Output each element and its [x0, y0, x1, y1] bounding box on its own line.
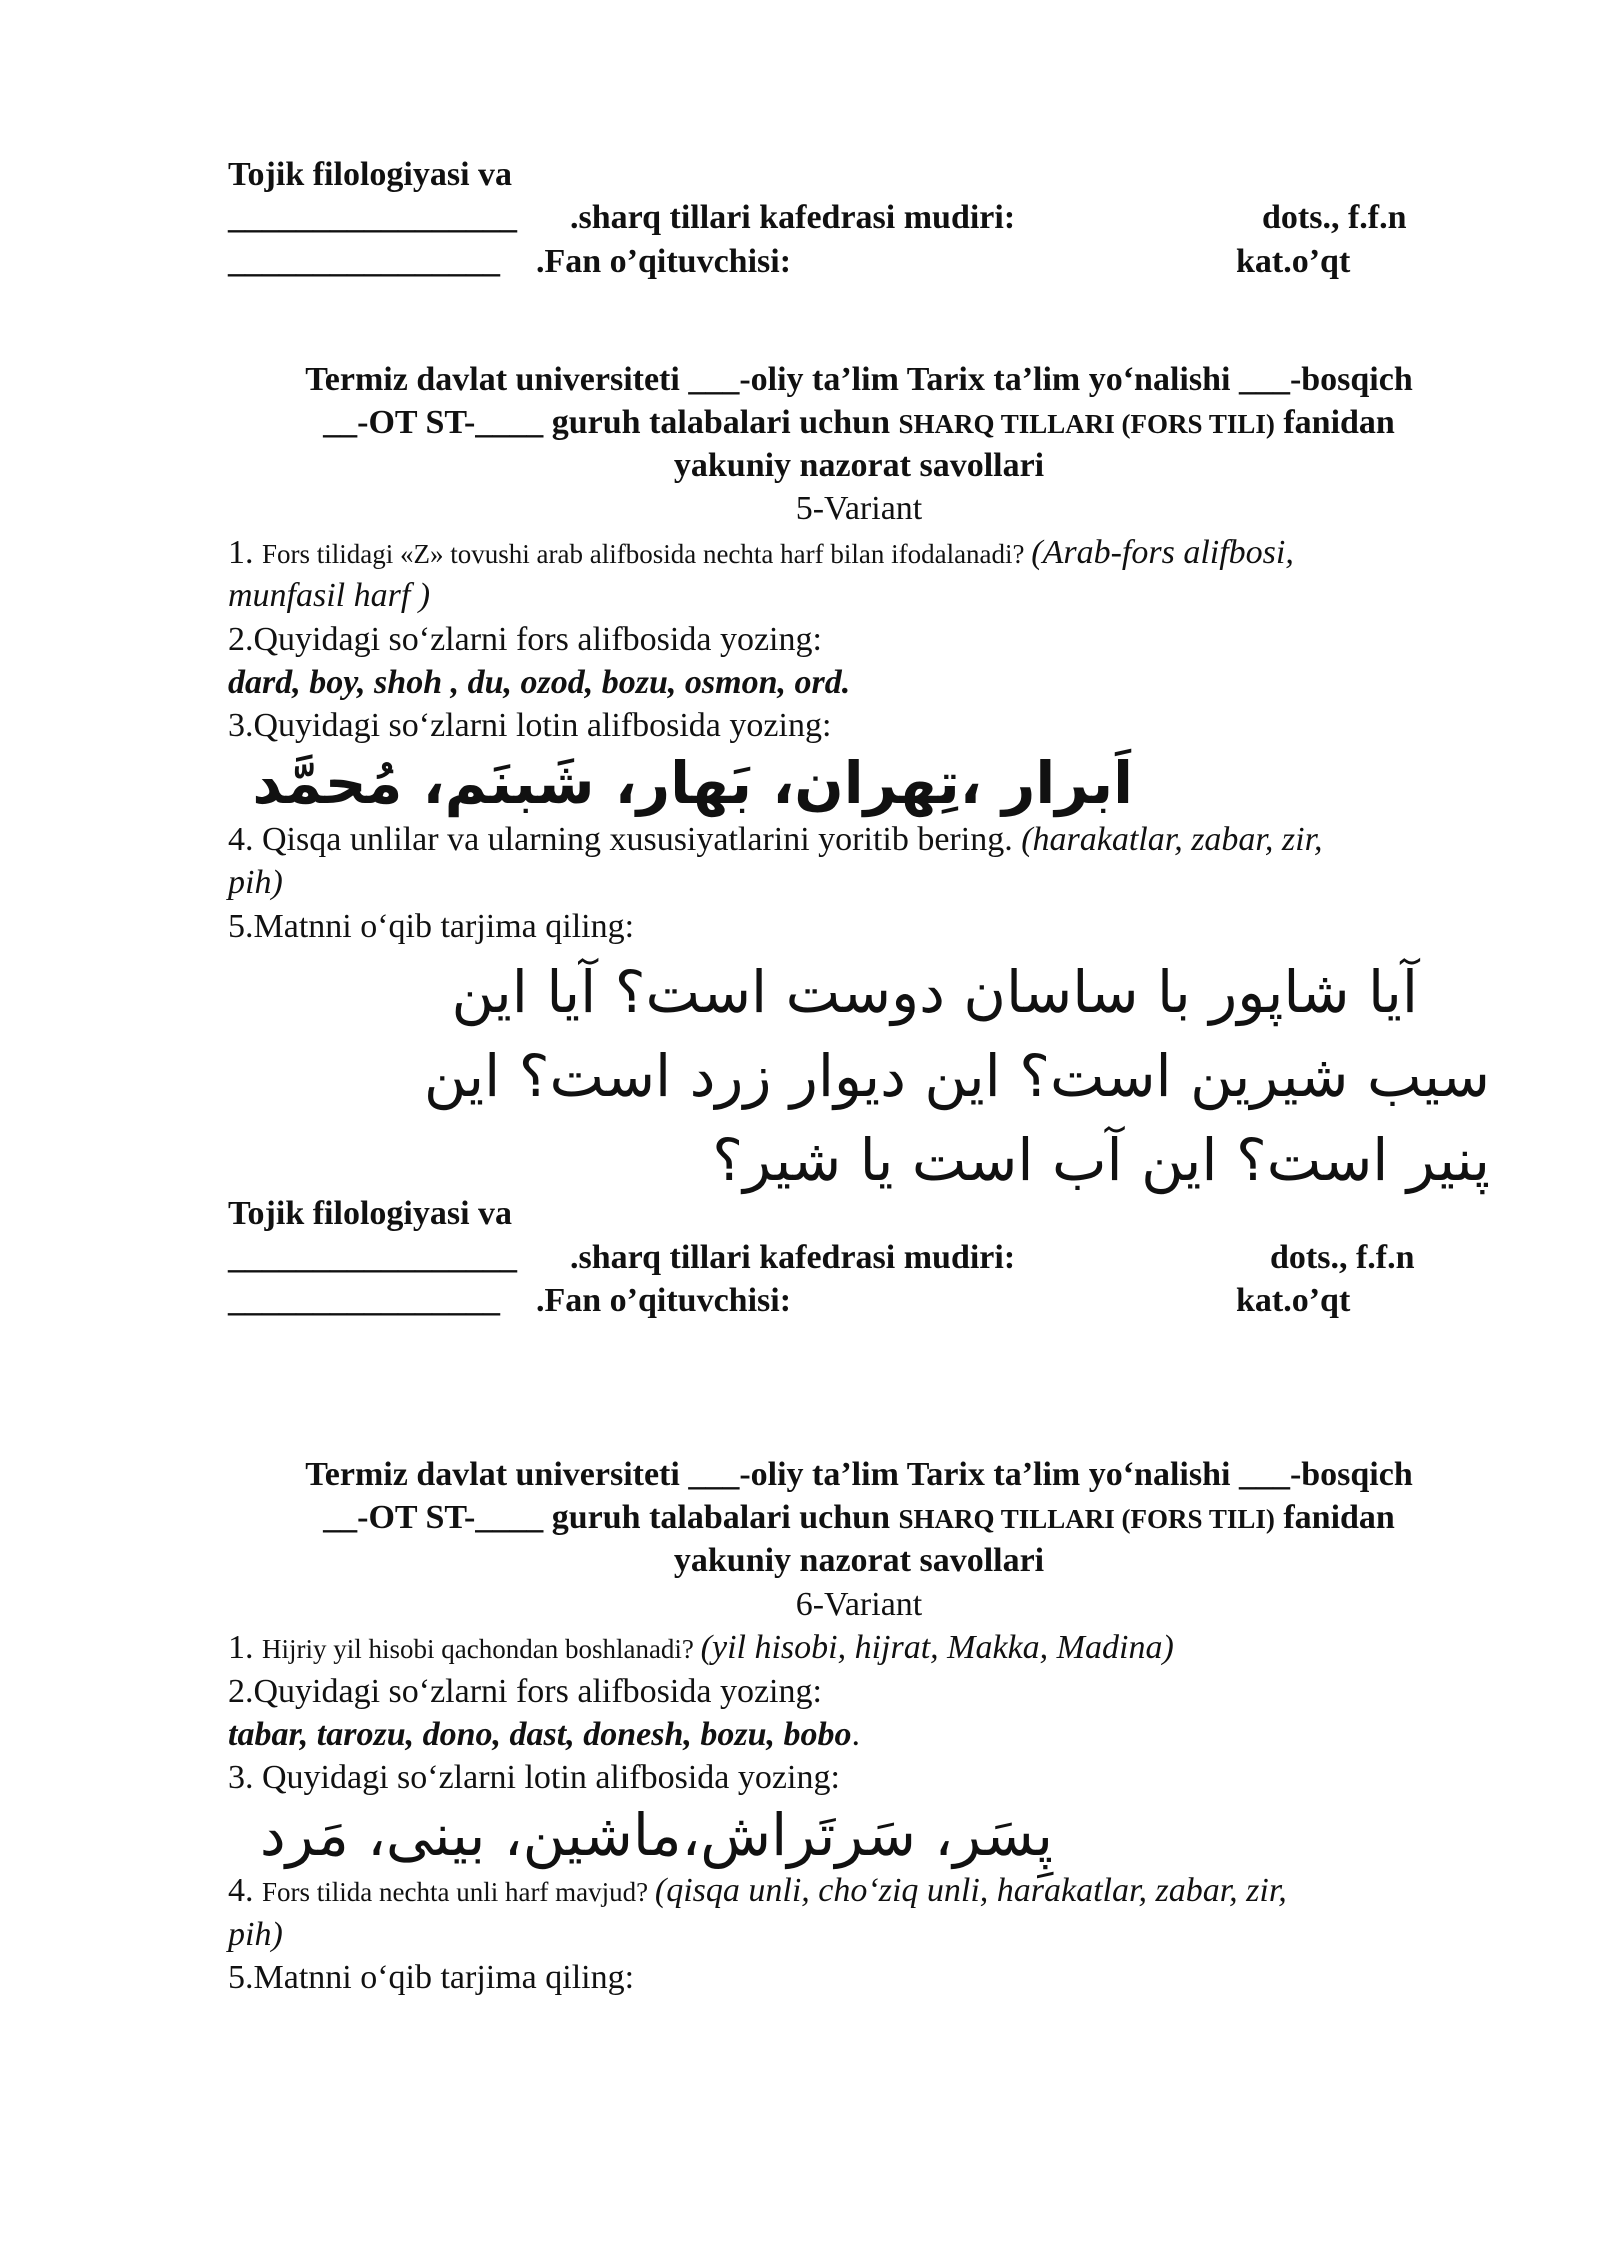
persian-text-line: آیا شاپور با ساسان دوست است؟ آیا این [451, 958, 1418, 1026]
exam-title-line: Termiz davlat universiteti ___-oliy ta’lim Tarix ta’lim yo‘nalishi ___-bosqich [305, 361, 1413, 398]
question-text: Hijriy yil hisobi qachondan boshlanadi? [262, 1634, 701, 1664]
exam-subtitle: yakuniy nazorat savollari [673, 1542, 1045, 1579]
title-suffix-text: fanidan [1274, 1499, 1395, 1536]
exam-subtitle: yakuniy nazorat savollari [673, 447, 1045, 484]
header-head-label: .sharq tillari kafedrasi mudiri: [570, 199, 1016, 236]
question-2: 2.Quyidagi so‘zlarni fors alifbosida yozing: [228, 1673, 822, 1710]
title-group-text: __-OT ST-____ guruh talabalari uchun [323, 1499, 899, 1536]
question-5: 5.Matnni o‘qib tarjima qiling: [228, 1959, 635, 1996]
question-hint: pih) [228, 1916, 283, 1953]
question-2-word-list: tabar, tarozu, dono, dast, donesh, bozu, bobo [228, 1716, 852, 1753]
persian-text-line: پنیر است؟ این آب است یا شیر؟ [712, 1126, 1490, 1194]
header-blank-line: _________________ [228, 199, 517, 236]
question-5: 5.Matnni o‘qib tarjima qiling: [228, 908, 635, 945]
question-4 [228, 819, 1323, 861]
question-hint: (yil hisobi, hijrat, Makka, Madina) [700, 1629, 1174, 1666]
question-1 [228, 1627, 1174, 1670]
question-2-words [228, 1714, 860, 1756]
header-blank-line: ________________ [228, 243, 500, 280]
persian-text-line: سیب شیرین است؟ این دیوار زرد است؟ این [423, 1042, 1490, 1110]
exam-title-line [228, 1497, 1490, 1540]
question-hint: (harakatlar, zabar, zir, [1021, 821, 1323, 858]
question-2-words: dard, boy, shoh , du, ozod, bozu, osmon, ord. [228, 664, 851, 701]
header-head-label: .sharq tillari kafedrasi mudiri: [570, 1239, 1016, 1276]
question-text: Fors tilidagi «Z» tovushi arab alifbosida nechta harf bilan ifodalanadi? [262, 539, 1032, 569]
question-4 [228, 1870, 1287, 1913]
exam-title-line: Termiz davlat universiteti ___-oliy ta’lim Tarix ta’lim yo‘nalishi ___-bosqich [305, 1456, 1413, 1493]
header-teacher-title: kat.o’qt [1236, 1282, 1351, 1319]
question-text: Fors tilida nechta unli harf mavjud? [262, 1877, 655, 1907]
question-1 [228, 532, 1294, 575]
question-number: 4. [228, 1872, 262, 1909]
title-subject-text: SHARQ TILLARI (FORS TILI) [898, 1504, 1275, 1534]
title-group-text: __-OT ST-____ guruh talabalari uchun [323, 404, 899, 441]
question-hint: (qisqa unli, cho‘ziq unli, harakatlar, zabar, zir, [654, 1872, 1287, 1909]
question-hint: pih) [228, 864, 283, 901]
question-3-persian-words: اَبرار ،تِهران، بَهار، شَبنَم، مُحمَّد [252, 749, 1133, 817]
header-dept-line: Tojik filologiyasi va [228, 1195, 513, 1232]
header-teacher-label: .Fan o’qituvchisi: [536, 243, 792, 280]
question-text: 4. Qisqa unlilar va ularning xususiyatlarini yoritib bering. [228, 821, 1022, 858]
question-3: 3.Quyidagi so‘zlarni lotin alifbosida yozing: [228, 707, 832, 744]
header-blank-line: _________________ [228, 1239, 517, 1276]
question-3: 3. Quyidagi so‘zlarni lotin alifbosida yozing: [228, 1759, 840, 1796]
header-blank-line: ________________ [228, 1282, 500, 1319]
variant-label: 6-Variant [795, 1586, 923, 1623]
title-suffix-text: fanidan [1274, 404, 1395, 441]
header-teacher-title: kat.o’qt [1236, 243, 1351, 280]
question-hint: munfasil harf ) [228, 577, 431, 614]
question-2-period: . [851, 1716, 860, 1753]
header-teacher-label: .Fan o’qituvchisi: [536, 1282, 792, 1319]
header-dept-line: Tojik filologiyasi va [228, 156, 513, 193]
question-3-persian-words: پِسَر، سَرتَراش،ماشین، بینی، مَرد [259, 1801, 1053, 1869]
title-subject-text: SHARQ TILLARI (FORS TILI) [898, 409, 1275, 439]
question-number: 1. [228, 534, 262, 571]
header-head-title: dots., f.f.n [1270, 1239, 1415, 1276]
variant-label: 5-Variant [795, 490, 923, 527]
question-2: 2.Quyidagi so‘zlarni fors alifbosida yozing: [228, 621, 822, 658]
question-number: 1. [228, 1629, 262, 1666]
exam-title-line [228, 402, 1490, 445]
question-hint: (Arab-fors alifbosi, [1031, 534, 1294, 571]
header-head-title: dots., f.f.n [1262, 199, 1407, 236]
